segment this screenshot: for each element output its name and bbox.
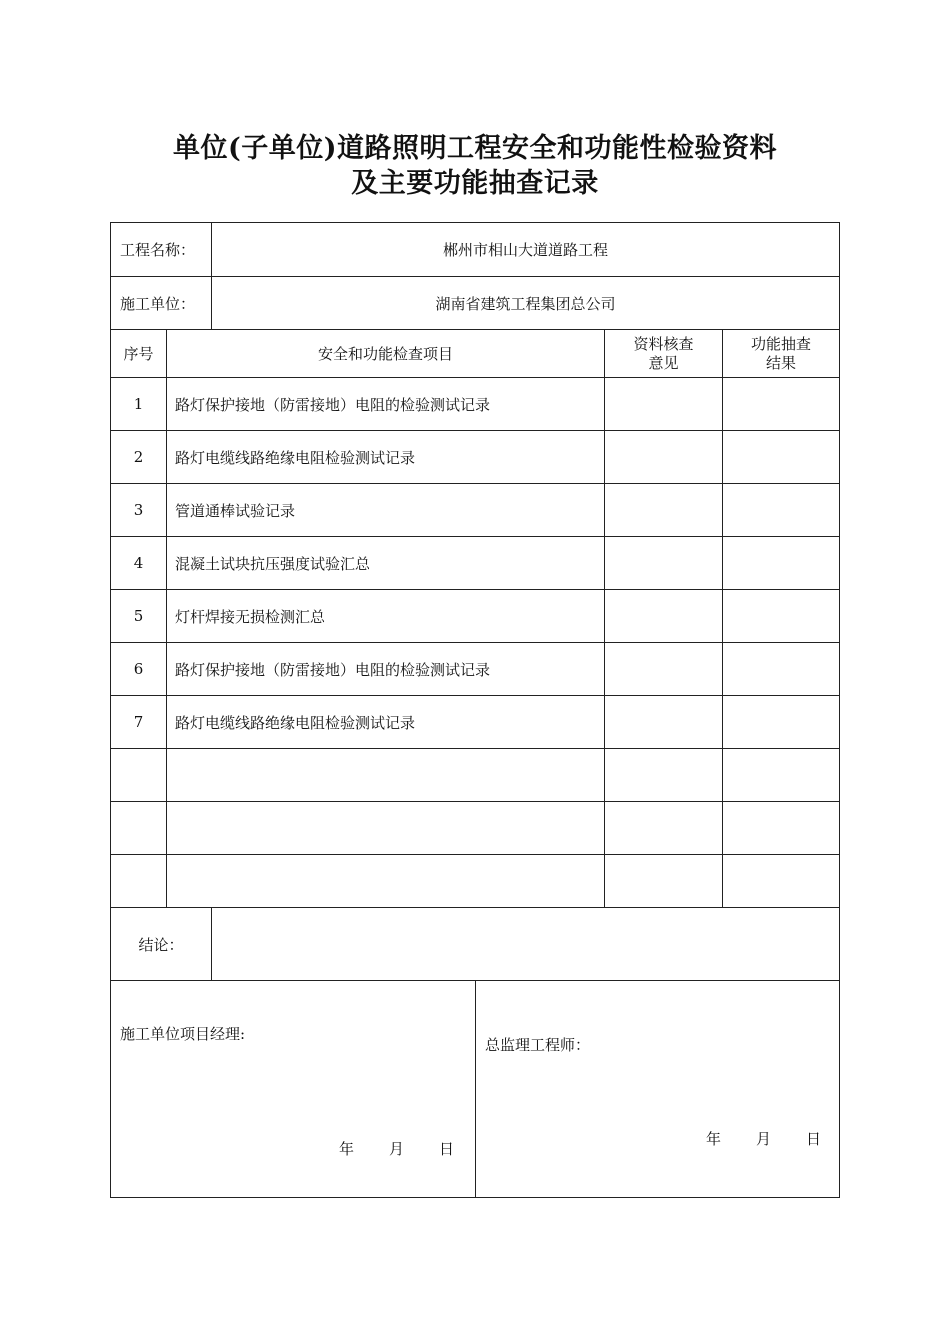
signature-section	[110, 980, 840, 1198]
left-date-month: 月	[389, 1139, 405, 1158]
row-5-item: 灯杆焊接无损检测汇总	[175, 607, 326, 626]
row-5-review	[605, 590, 722, 642]
row-8-review	[605, 749, 722, 801]
document-title-line2: 及主要功能抽查记录	[351, 168, 599, 199]
header-result	[723, 330, 839, 377]
contractor-value: 湖南省建筑工程集团总公司	[435, 294, 616, 313]
row-9-item	[175, 802, 604, 854]
row-9-review	[605, 802, 722, 854]
header-review-line1: 资料核查	[633, 334, 694, 353]
header-item: 安全和功能检查项目	[317, 345, 453, 363]
row-6-item: 路灯保护接地（防雷接地）电阻的检验测试记录	[175, 660, 491, 679]
row-1-item: 路灯保护接地（防雷接地）电阻的检验测试记录	[175, 395, 491, 414]
row-7-no: 7	[133, 713, 144, 731]
row-4-item: 混凝土试块抗压强度试验汇总	[175, 554, 371, 573]
row-2-no: 2	[133, 448, 144, 466]
row-10-no	[111, 855, 166, 907]
header-result-line2: 结果	[765, 353, 796, 372]
row-2-result	[723, 431, 839, 483]
info-section	[110, 222, 840, 330]
header-no: 序号	[123, 345, 154, 363]
row-9-no	[111, 802, 166, 854]
row-1-review	[605, 378, 722, 430]
right-date-year: 年	[706, 1129, 722, 1148]
row-3-no: 3	[133, 501, 144, 519]
contractor-label: 施工单位：	[120, 294, 196, 313]
document-title-line1: 单位(子单位)道路照明工程安全和功能性检验资料	[172, 133, 778, 164]
row-7-result	[723, 696, 839, 748]
conclusion-label: 结论：	[138, 935, 184, 954]
row-7-review	[605, 696, 722, 748]
row-5-no: 5	[133, 607, 144, 625]
row-1-no: 1	[133, 395, 144, 413]
row-8-no	[111, 749, 166, 801]
row-6-no: 6	[133, 660, 144, 678]
project-name-label: 工程名称：	[120, 241, 196, 259]
check-items-table	[110, 329, 840, 908]
chief-supervisor-label: 总监理工程师：	[485, 1035, 591, 1054]
row-8-item	[175, 749, 604, 801]
header-review	[605, 330, 722, 377]
row-9-result	[723, 802, 839, 854]
header-result-line1: 功能抽查	[750, 334, 811, 353]
row-4-no: 4	[133, 554, 144, 572]
row-7-item: 路灯电缆线路绝缘电阻检验测试记录	[175, 713, 416, 732]
row-10-review	[605, 855, 722, 907]
row-5-result	[723, 590, 839, 642]
row-10-item	[175, 855, 604, 907]
row-3-item: 管道通棒试验记录	[175, 501, 296, 520]
right-date-day: 日	[806, 1129, 822, 1148]
header-review-line2: 意见	[648, 353, 679, 372]
row-2-review	[605, 431, 722, 483]
row-1-result	[723, 378, 839, 430]
conclusion-value	[221, 908, 839, 980]
left-date-year: 年	[339, 1139, 355, 1158]
left-date-day: 日	[439, 1139, 455, 1158]
project-name-value: 郴州市相山大道道路工程	[442, 241, 608, 259]
row-4-review	[605, 537, 722, 589]
right-date-month: 月	[756, 1129, 772, 1148]
row-10-result	[723, 855, 839, 907]
row-6-result	[723, 643, 839, 695]
conclusion-section	[110, 907, 840, 981]
row-6-review	[605, 643, 722, 695]
row-3-review	[605, 484, 722, 536]
row-4-result	[723, 537, 839, 589]
contractor-manager-label: 施工单位项目经理:	[120, 1024, 246, 1043]
row-3-result	[723, 484, 839, 536]
row-8-result	[723, 749, 839, 801]
row-2-item: 路灯电缆线路绝缘电阻检验测试记录	[175, 448, 416, 467]
